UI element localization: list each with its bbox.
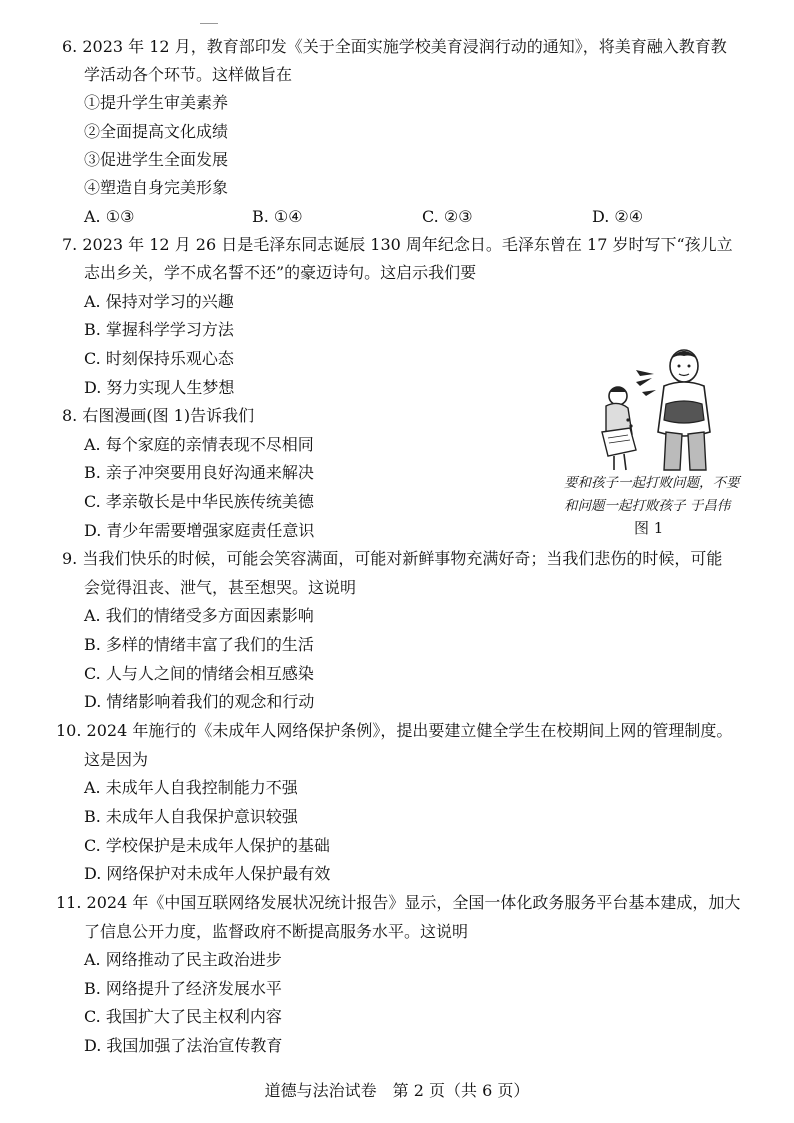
option-b: B. 亲子冲突要用良好沟通来解决 bbox=[84, 463, 314, 482]
option-b: B. 网络提升了经济发展水平 bbox=[84, 979, 282, 998]
question-stem-line: 这是因为 bbox=[84, 750, 149, 769]
statement-item: ②全面提高文化成绩 bbox=[84, 122, 229, 141]
question-stem-line: 6. 2023 年 12 月，教育部印发《关于全面实施学校美育浸润行动的通知》，将美育融入教育教 bbox=[62, 37, 727, 56]
figure-caption-line: 和问题一起打败孩子 于昌伟 bbox=[564, 498, 731, 514]
question-stem-line: 9. 当我们快乐的时候，可能会笑容满面，可能对新鲜事物充满好奇；当我们悲伤的时候，可能 bbox=[62, 549, 723, 568]
question-stem-line: 了信息公开力度，监督政府不断提高服务水平。这说明 bbox=[84, 922, 469, 941]
statement-item: ①提升学生审美素养 bbox=[84, 93, 229, 112]
cartoon-figure bbox=[562, 346, 742, 476]
option-d: D. 网络保护对未成年人保护最有效 bbox=[84, 864, 331, 883]
option-a: A. 我们的情绪受多方面因素影响 bbox=[84, 606, 314, 625]
option-b: B. 未成年人自我保护意识较强 bbox=[84, 807, 298, 826]
option-d: D. 我国加强了法治宣传教育 bbox=[84, 1036, 283, 1055]
option-d: D. 情绪影响着我们的观念和行动 bbox=[84, 692, 315, 711]
question-stem-line: 11. 2024 年《中国互联网络发展状况统计报告》显示，全国一体化政务服务平台基本建成，加大 bbox=[56, 893, 741, 912]
question-stem-line: 10. 2024 年施行的《未成年人网络保护条例》，提出要建立健全学生在校期间上网的管理制度。 bbox=[56, 721, 733, 740]
option-c: C. 孝亲敬长是中华民族传统美德 bbox=[84, 492, 314, 511]
option-c: C. ②③ bbox=[422, 207, 473, 226]
figure-label: 图 1 bbox=[634, 519, 664, 537]
option-d: D. ②④ bbox=[592, 207, 644, 226]
scan-mark bbox=[200, 10, 218, 13]
statement-item: ③促进学生全面发展 bbox=[84, 150, 229, 169]
option-d: D. 努力实现人生梦想 bbox=[84, 378, 235, 397]
option-d: D. 青少年需要增强家庭责任意识 bbox=[84, 521, 315, 540]
option-a: A. 网络推动了民主政治进步 bbox=[84, 950, 282, 969]
page-footer: 道德与法治试卷 第 2 页（共 6 页） bbox=[264, 1081, 530, 1100]
option-c: C. 人与人之间的情绪会相互感染 bbox=[84, 664, 314, 683]
option-b: B. ①④ bbox=[252, 207, 303, 226]
option-c: C. 我国扩大了民主权利内容 bbox=[84, 1007, 282, 1026]
option-c: C. 学校保护是未成年人保护的基础 bbox=[84, 836, 330, 855]
option-a: A. ①③ bbox=[84, 207, 135, 226]
option-c: C. 时刻保持乐观心态 bbox=[84, 349, 234, 368]
question-stem-line: 学活动各个环节。这样做旨在 bbox=[84, 65, 293, 84]
cartoon-illustration bbox=[562, 346, 742, 476]
option-a: A. 未成年人自我控制能力不强 bbox=[84, 778, 298, 797]
option-b: B. 掌握科学学习方法 bbox=[84, 320, 234, 339]
question-stem-line: 志出乡关，学不成名誓不还”的豪迈诗句。这启示我们要 bbox=[84, 263, 477, 282]
option-a: A. 每个家庭的亲情表现不尽相同 bbox=[84, 435, 314, 454]
question-stem-line: 7. 2023 年 12 月 26 日是毛泽东同志诞辰 130 周年纪念日。毛泽东曾在 17 岁时写下“孩儿立 bbox=[62, 235, 733, 254]
question-stem-line: 8. 右图漫画(图 1)告诉我们 bbox=[62, 406, 255, 425]
question-stem-line: 会觉得沮丧、泄气，甚至想哭。这说明 bbox=[84, 578, 357, 597]
statement-item: ④塑造自身完美形象 bbox=[84, 178, 229, 197]
option-a: A. 保持对学习的兴趣 bbox=[84, 292, 234, 311]
option-b: B. 多样的情绪丰富了我们的生活 bbox=[84, 635, 314, 654]
figure-caption-line: 要和孩子一起打败问题，不要 bbox=[564, 475, 740, 491]
